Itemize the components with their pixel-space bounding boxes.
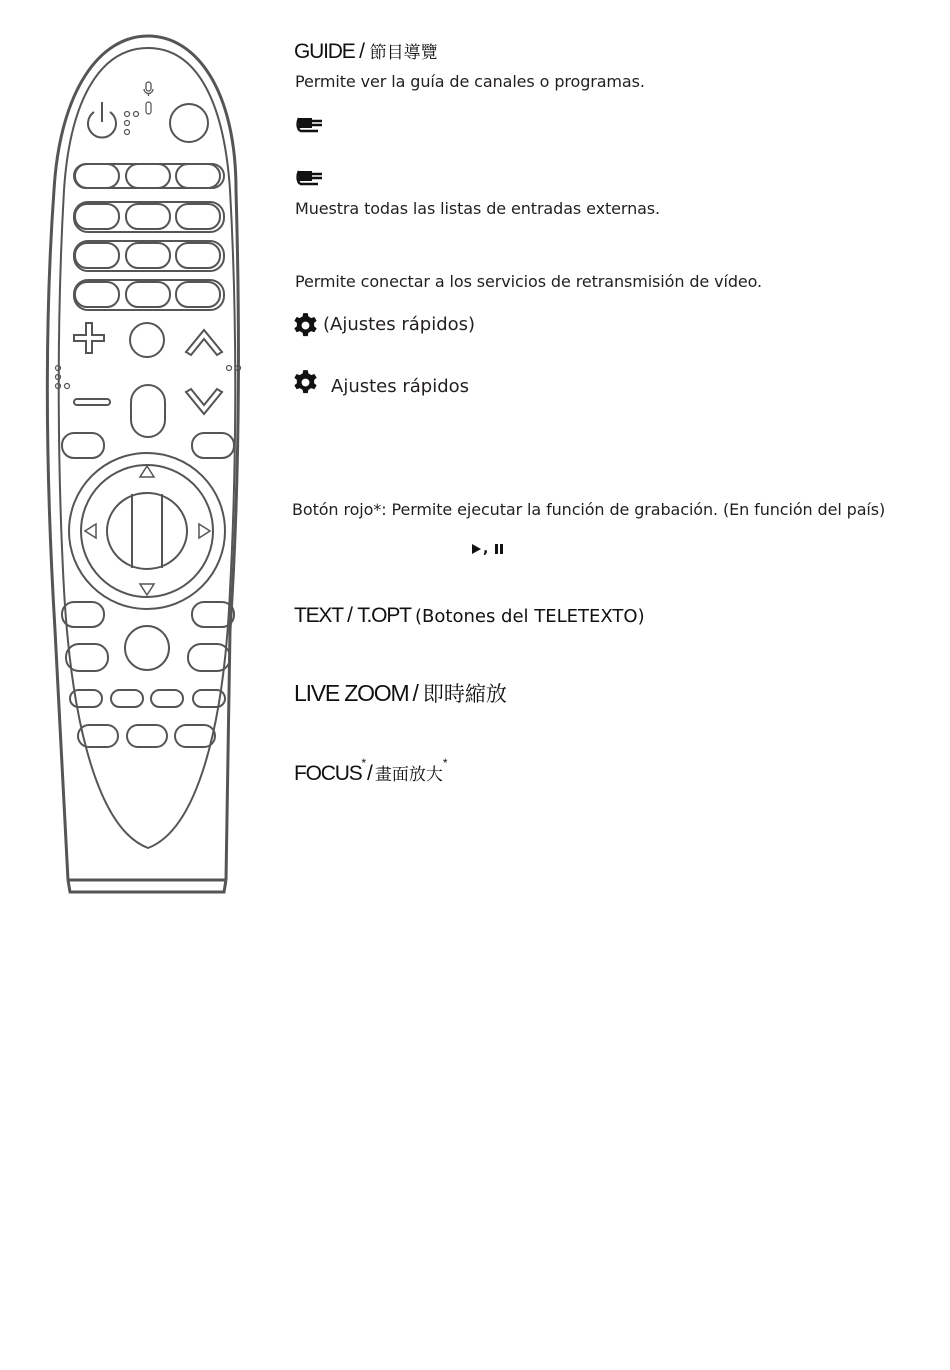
- guide-heading: [294, 38, 438, 64]
- streaming-description: Permite conectar a los servicios de retransmisión de vídeo.: [295, 272, 763, 291]
- live-zoom-cjk: 即時縮放: [422, 682, 507, 706]
- focus-heading: [294, 756, 447, 786]
- live-zoom-heading: [294, 678, 507, 708]
- pause-icon: [494, 543, 504, 555]
- magic-remote-illustration: [40, 30, 270, 900]
- focus-separator: /: [367, 762, 373, 785]
- gear-icon: [292, 312, 319, 339]
- input-plug-icon: [296, 167, 324, 191]
- live-zoom-title: LIVE ZOOM: [294, 680, 409, 706]
- red-button-description: Botón rojo*: Permite ejecutar la función de grabación. (En función del país): [292, 500, 886, 519]
- guide-description: Permite ver la guía de canales o programas.: [295, 72, 645, 91]
- text-heading: [294, 604, 645, 628]
- settings-label-parenthetical: (Ajustes rápidos): [323, 314, 476, 335]
- topt-title: T.OPT: [357, 604, 411, 627]
- gear-icon: [292, 369, 319, 396]
- playback-comma: ,: [483, 541, 489, 557]
- focus-asterisk: *: [361, 756, 365, 770]
- focus-cjk: 畫面放大: [374, 765, 443, 785]
- guide-separator: /: [359, 40, 365, 63]
- input-description: Muestra todas las listas de entradas externas.: [295, 199, 661, 218]
- text-description: (Botones del TELETEXTO): [415, 606, 645, 627]
- text-title: TEXT: [294, 604, 343, 627]
- text-separator: /: [347, 604, 353, 627]
- focus-title: FOCUS: [294, 762, 362, 785]
- focus-cjk-asterisk: *: [442, 756, 447, 770]
- input-plug-icon: [296, 114, 324, 138]
- play-icon: [471, 543, 482, 555]
- settings-label: Ajustes rápidos: [331, 376, 470, 397]
- guide-cjk: 節目導覽: [369, 43, 438, 63]
- guide-title: GUIDE: [294, 40, 355, 63]
- live-zoom-separator: /: [412, 680, 419, 706]
